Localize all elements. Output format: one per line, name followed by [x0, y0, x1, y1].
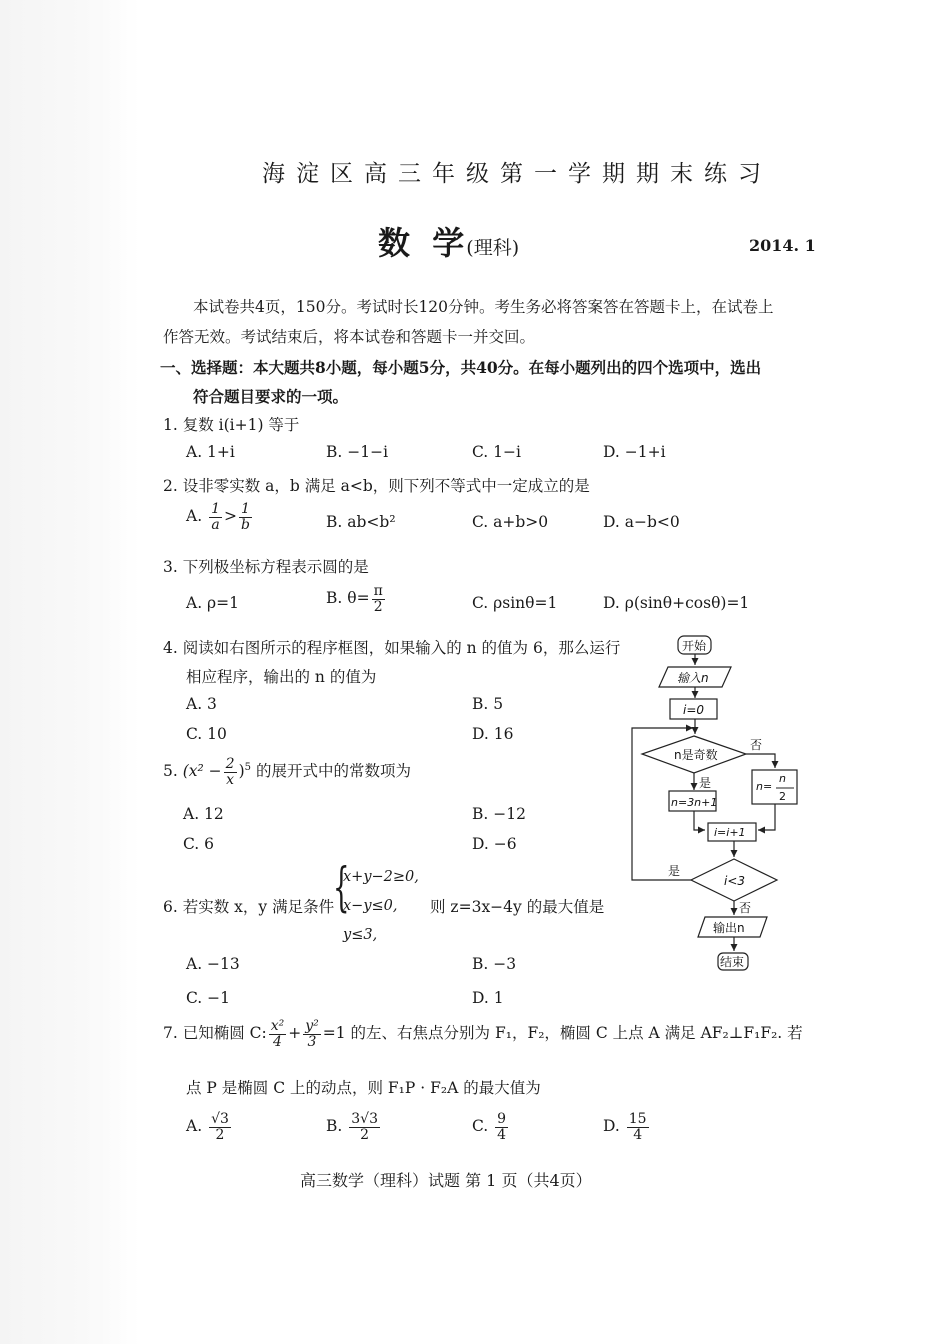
q5-expr-right: ) — [238, 762, 245, 781]
q2-a-den-2: b — [240, 516, 250, 533]
flow-even-num: n — [779, 772, 786, 785]
q2-stem: 2. 设非零实数 a，b 满足 a<b，则下列不等式中一定成立的是 — [163, 477, 590, 495]
scan-shadow — [0, 0, 140, 1344]
q6-stem: 6. 若实数 x，y 满足条件 — [163, 898, 335, 916]
q4-option-b: B. 5 — [472, 695, 504, 713]
q7-c-frac — [495, 1112, 508, 1142]
q5-option-b: B. −12 — [472, 805, 526, 823]
q7-d-den: 4 — [633, 1126, 643, 1143]
page-footer: 高三数学（理科）试题 第 1 页（共4页） — [300, 1171, 592, 1190]
q3-stem: 3. 下列极坐标方程表示圆的是 — [163, 558, 369, 576]
flow-input-text: 输入n — [677, 671, 709, 685]
intro-line-1: 本试卷共4页，150分。考试时长120分钟。考生务必将答案答在答题卡上，在试卷上 — [193, 298, 774, 316]
intro-line-2: 作答无效。考试结束后，将本试卷和答题卡一并交回。 — [163, 328, 536, 346]
q2-a-num-2: 1 — [239, 502, 252, 518]
q7-c-label: C. — [472, 1117, 489, 1136]
q2-a-frac-1 — [209, 502, 222, 532]
flow-yes-label-2: 是 — [668, 864, 681, 878]
q6-cond-1: x+y−2≥0, — [343, 869, 419, 885]
q7-frac-x-den: 4 — [273, 1033, 282, 1050]
q4-line-2: 相应程序，输出的 n 的值为 — [186, 668, 377, 686]
q7-d-num: 15 — [628, 1111, 647, 1127]
flow-yes-label-1: 是 — [699, 776, 712, 790]
q5-expr-left: (x² − — [182, 762, 222, 781]
q2-option-a — [186, 502, 254, 532]
q7-frac-x-num: x² — [270, 1018, 285, 1034]
q2-option-c: C. a+b>0 — [472, 513, 549, 531]
q1-option-c: C. 1−i — [472, 443, 521, 461]
subject-heading — [378, 218, 519, 264]
flow-odd-step-text: n=3n+1 — [671, 796, 718, 809]
section-heading-line-2: 符合题目要求的一项。 — [193, 387, 349, 406]
q3-option-b — [326, 584, 387, 614]
q5-option-d: D. −6 — [472, 835, 517, 853]
q7-a-num: √3 — [211, 1111, 229, 1127]
q2-a-op: > — [223, 507, 237, 526]
q7-option-d — [603, 1112, 651, 1142]
q4-line-1: 4. 阅读如右图所示的程序框图，如果输入的 n 的值为 6，那么运行 — [163, 639, 621, 657]
flow-no-label-1: 否 — [750, 738, 763, 752]
q6-tail: 则 z=3x−4y 的最大值是 — [430, 898, 605, 916]
q7-pre: 7. 已知椭圆 C: — [163, 1024, 267, 1043]
flow-even-den: 2 — [779, 790, 786, 803]
q5-stem-text: 的展开式中的常数项为 — [255, 762, 411, 781]
q6-option-c: C. −1 — [186, 989, 231, 1007]
subject-name: 数 学 — [378, 224, 465, 262]
q2-a-frac-2 — [239, 502, 252, 532]
q2-a-den-1: a — [211, 516, 220, 533]
q7-b-den: 2 — [360, 1126, 370, 1143]
exam-date: 2014. 1 — [749, 236, 816, 255]
q3-option-c: C. ρsinθ=1 — [472, 594, 558, 612]
q1-stem: 1. 复数 i(i+1) 等于 — [163, 416, 300, 434]
flow-odd-text: n是奇数 — [674, 748, 718, 762]
q7-option-c — [472, 1112, 510, 1142]
q6-option-d: D. 1 — [472, 989, 504, 1007]
q7-frac-x — [269, 1019, 287, 1049]
q2-a-label: A. — [186, 507, 203, 526]
q7-d-frac — [627, 1112, 649, 1142]
subject-subtitle: (理科) — [466, 237, 520, 259]
q3-b-num: π — [373, 583, 383, 599]
q5-expr-den: x — [226, 771, 235, 788]
q5-power: 5 — [244, 762, 252, 774]
q5-expr-frac — [224, 757, 237, 787]
q7-b-frac — [349, 1112, 380, 1142]
q1-option-a: A. 1+i — [186, 443, 235, 461]
section-heading-line-1: 一、选择题：本大题共8小题，每小题5分，共40分。在每小题列出的四个选项中，选出 — [160, 358, 762, 377]
flow-init-text: i=0 — [683, 703, 705, 717]
q6-cond-3: y≤3, — [343, 927, 378, 943]
q6-conditions — [343, 863, 419, 950]
exam-title: 海淀区高三年级第一学期期末练习 — [262, 161, 772, 187]
q2-option-b: B. ab<b² — [326, 513, 396, 531]
q7-line-1 — [163, 1019, 803, 1049]
q1-option-d: D. −1+i — [603, 443, 666, 461]
q7-a-den: 2 — [215, 1126, 225, 1143]
q5-stem — [163, 757, 411, 787]
q7-plus: + — [288, 1024, 302, 1043]
q5-option-a: A. 12 — [183, 805, 224, 823]
q7-c-den: 4 — [497, 1126, 507, 1143]
q5-expr-num: 2 — [225, 756, 235, 772]
q7-c-num: 9 — [497, 1111, 507, 1127]
q6-brace: { — [333, 858, 350, 918]
q7-frac-y — [303, 1019, 321, 1049]
flow-end-text: 结束 — [720, 955, 745, 969]
q3-b-label: B. θ= — [326, 589, 370, 608]
q7-post: =1 的左、右焦点分别为 F₁，F₂，椭圆 C 上点 A 满足 AF₂⊥F₁F₂. 若 — [322, 1024, 803, 1043]
program-flowchart — [620, 630, 810, 980]
q2-option-d: D. a−b<0 — [603, 513, 680, 531]
q7-line-2: 点 P 是椭圆 C 上的动点，则 F₁P · F₂A 的最大值为 — [186, 1079, 541, 1097]
q6-option-b: B. −3 — [472, 955, 517, 973]
q7-b-label: B. — [326, 1117, 343, 1136]
q4-option-d: D. 16 — [472, 725, 514, 743]
q4-option-c: C. 10 — [186, 725, 227, 743]
flow-start-text: 开始 — [682, 639, 707, 653]
q5-number: 5. — [163, 762, 178, 781]
flow-output-text: 输出n — [713, 921, 745, 935]
q7-a-label: A. — [186, 1117, 203, 1136]
flow-no-label-2: 否 — [739, 901, 752, 915]
q2-a-num-1: 1 — [211, 501, 220, 517]
q4-option-a: A. 3 — [186, 695, 217, 713]
q7-frac-y-den: 3 — [307, 1033, 317, 1050]
q7-a-frac — [209, 1112, 231, 1142]
q1-option-b: B. −1−i — [326, 443, 389, 461]
q3-b-frac — [372, 584, 385, 614]
q7-option-b — [326, 1112, 382, 1142]
q3-option-a: A. ρ=1 — [186, 594, 240, 612]
q7-option-a — [186, 1112, 233, 1142]
q6-cond-2: x−y≤0, — [343, 898, 398, 914]
flow-even-pre: n= — [756, 780, 773, 793]
q5-option-c: C. 6 — [183, 835, 215, 853]
q6-option-a: A. −13 — [186, 955, 240, 973]
q3-b-den: 2 — [373, 598, 383, 615]
q7-b-num: 3√3 — [351, 1111, 379, 1127]
q7-d-label: D. — [603, 1117, 620, 1136]
q3-option-d: D. ρ(sinθ+cosθ)=1 — [603, 594, 750, 612]
flow-incr-text: i=i+1 — [714, 826, 746, 839]
q7-frac-y-num: y² — [305, 1018, 319, 1034]
flow-i-text: i<3 — [724, 874, 746, 888]
